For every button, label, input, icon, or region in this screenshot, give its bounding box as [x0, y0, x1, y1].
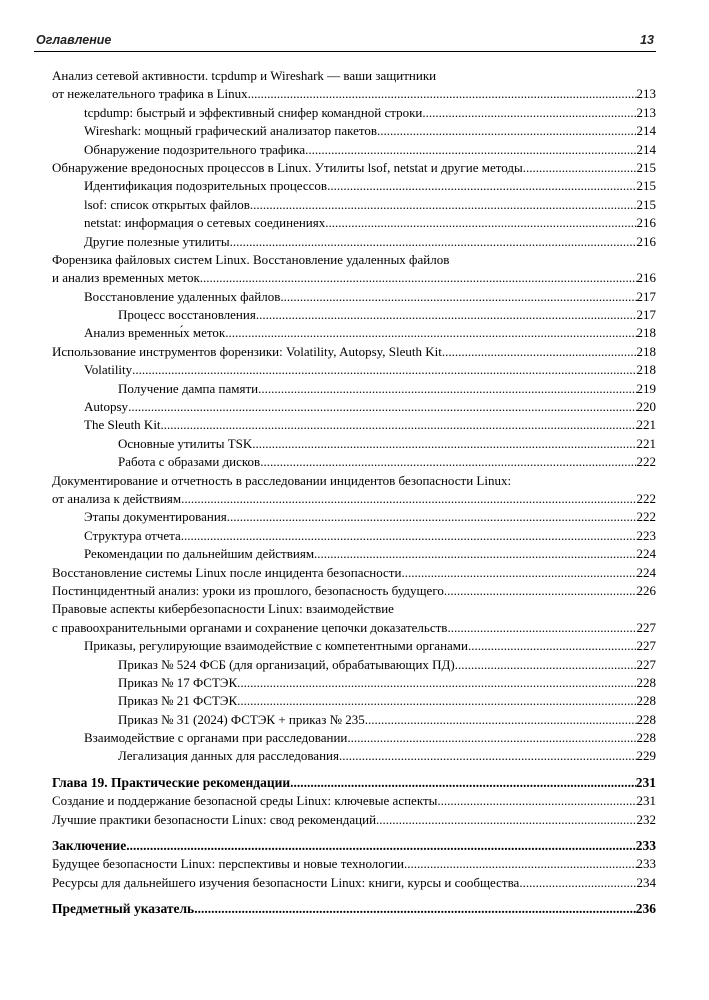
toc-entry-title: Создание и поддержание безопасной среды Linux: ключевые аспекты	[52, 793, 438, 809]
toc-entry-title: netstat: информация о сетевых соединениях	[84, 215, 326, 231]
toc-entry-title: Восстановление удаленных файлов	[84, 288, 281, 304]
toc-entry-title: Приказ № 21 ФСТЭК	[118, 693, 238, 709]
header-title: Оглавление	[36, 33, 112, 47]
toc-entry-title: Легализация данных для расследования	[118, 748, 339, 764]
toc-page-number: 216	[636, 215, 656, 231]
toc-entry[interactable]	[52, 141, 656, 159]
toc-entry[interactable]	[52, 545, 656, 563]
toc-page-number: 233	[636, 856, 656, 872]
toc-entry[interactable]	[52, 361, 656, 379]
toc-entry-title: Постинцидентный анализ: уроки из прошлого, безопасность будущего	[52, 582, 444, 598]
toc-entry[interactable]	[52, 324, 656, 342]
toc-entry-title: Идентификация подозрительных процессов	[84, 178, 328, 194]
toc-entry-title: Обнаружение вредоносных процессов в Linux. Утилиты lsof, netstat и другие методы	[52, 159, 523, 175]
toc-entry-title: с правоохранительными органами и сохранение цепочки доказательств	[52, 619, 448, 635]
toc-entry[interactable]	[52, 343, 656, 361]
toc-page-number: 219	[636, 380, 656, 396]
toc-entry-title: Анализ временны́х меток	[84, 325, 226, 341]
dot-leader	[365, 711, 637, 729]
dot-leader	[444, 582, 637, 600]
table-of-contents	[52, 67, 656, 919]
toc-entry[interactable]	[52, 711, 656, 729]
toc-entry-title: tcpdump: быстрый и эффективный снифер командной строки	[84, 104, 423, 120]
toc-page-number: 236	[635, 901, 656, 917]
dot-leader	[437, 792, 636, 810]
toc-page-number: 228	[636, 711, 656, 727]
dot-leader	[237, 674, 636, 692]
dot-leader	[327, 177, 636, 195]
toc-page-number: 222	[636, 490, 656, 506]
toc-entry[interactable]	[52, 159, 656, 177]
dot-leader	[468, 637, 637, 655]
toc-entry[interactable]	[52, 855, 656, 873]
section-gap	[52, 829, 656, 837]
toc-entry[interactable]	[52, 177, 656, 195]
toc-page-number: 228	[636, 693, 656, 709]
dot-leader	[194, 900, 636, 918]
toc-page-number: 221	[636, 435, 656, 451]
toc-entry-title: Документирование и отчетность в расследовании инцидентов безопасности Linux:	[52, 472, 512, 488]
toc-entry[interactable]	[52, 306, 656, 324]
toc-entry[interactable]	[52, 435, 656, 453]
dot-leader	[314, 545, 636, 563]
toc-page-number: 218	[636, 362, 656, 378]
toc-page-number: 213	[636, 86, 656, 102]
dot-leader	[404, 855, 636, 873]
dot-leader	[376, 811, 636, 829]
toc-entry-title: Предметный указатель	[52, 901, 195, 917]
toc-entry-title: Использование инструментов форензики: Volatility, Autopsy, Sleuth Kit	[52, 343, 442, 359]
toc-page-number: 231	[636, 793, 656, 809]
toc-entry[interactable]	[52, 674, 656, 692]
toc-page-number: 216	[636, 233, 656, 249]
toc-entry[interactable]	[52, 811, 656, 829]
dot-leader	[248, 85, 637, 103]
toc-page-number: 227	[636, 619, 656, 635]
toc-entry-title: The Sleuth Kit	[84, 417, 161, 433]
dot-leader	[161, 416, 637, 434]
dot-leader	[250, 196, 637, 214]
dot-leader	[280, 288, 636, 306]
toc-page-number: 234	[636, 874, 656, 890]
toc-page-number: 216	[636, 270, 656, 286]
toc-entry[interactable]	[52, 582, 656, 600]
toc-entry-title: lsof: список открытых файлов	[84, 196, 250, 212]
toc-entry[interactable]	[52, 619, 656, 637]
dot-leader	[258, 380, 636, 398]
toc-entry-title: Volatility	[84, 362, 133, 378]
dot-leader	[126, 837, 636, 855]
toc-page-number: 228	[636, 730, 656, 746]
toc-entry[interactable]	[52, 527, 656, 545]
toc-entry-title-line	[52, 67, 656, 85]
dot-leader	[401, 564, 636, 582]
dot-leader	[181, 490, 636, 508]
toc-entry-title: Wireshark: мощный графический анализатор пакетов	[84, 123, 378, 139]
toc-entry-title-line	[52, 251, 656, 269]
toc-entry[interactable]	[52, 656, 656, 674]
toc-entry[interactable]	[52, 85, 656, 103]
toc-entry[interactable]	[52, 122, 656, 140]
dot-leader	[347, 729, 636, 747]
toc-page-number: 226	[636, 582, 656, 598]
dot-leader	[200, 269, 637, 287]
dot-leader	[230, 233, 637, 251]
toc-page-number: 223	[636, 527, 656, 543]
toc-entry-title: Лучшие практики безопасности Linux: свод рекомендаций	[52, 811, 377, 827]
toc-entry-title: Другие полезные утилиты	[84, 233, 230, 249]
toc-page-number: 215	[636, 178, 656, 194]
toc-entry-title: Будущее безопасности Linux: перспективы и новые технологии	[52, 856, 405, 872]
toc-entry[interactable]	[52, 637, 656, 655]
toc-page-number: 220	[636, 399, 656, 415]
toc-page-number: 217	[636, 307, 656, 323]
toc-page-number: 217	[636, 288, 656, 304]
toc-entry[interactable]	[52, 233, 656, 251]
toc-entry-title: Ресурсы для дальнейшего изучения безопасности Linux: книги, курсы и сообщества	[52, 874, 520, 890]
toc-entry-title: Работа с образами дисков	[118, 454, 261, 470]
toc-entry[interactable]	[52, 196, 656, 214]
running-header	[34, 29, 656, 52]
toc-entry-title: и анализ временных меток	[52, 270, 200, 286]
dot-leader	[252, 435, 636, 453]
toc-entry-title: Приказ № 17 ФСТЭК	[118, 674, 238, 690]
toc-entry[interactable]	[52, 453, 656, 471]
toc-entry-title-line	[52, 600, 656, 618]
toc-entry[interactable]	[52, 747, 656, 765]
dot-leader	[260, 453, 636, 471]
dot-leader	[339, 747, 637, 765]
dot-leader	[128, 398, 636, 416]
toc-entry[interactable]	[52, 416, 656, 434]
toc-entry[interactable]	[52, 792, 656, 810]
dot-leader	[442, 343, 637, 361]
toc-entry[interactable]	[52, 490, 656, 508]
toc-page-number: 233	[635, 838, 656, 854]
toc-entry[interactable]	[52, 729, 656, 747]
dot-leader	[227, 508, 637, 526]
toc-entry-title: Форензика файловых систем Linux. Восстановление удаленных файлов	[52, 251, 450, 267]
toc-entry-title: Этапы документирования	[84, 509, 227, 525]
toc-page-number: 232	[636, 811, 656, 827]
dot-leader	[455, 656, 637, 674]
toc-entry-title: Получение дампа памяти	[118, 380, 259, 396]
section-gap	[52, 892, 656, 900]
dot-leader	[523, 159, 637, 177]
toc-entry-title: Приказы, регулирующие взаимодействие с компетентными органами	[84, 638, 468, 654]
toc-entry-title: Правовые аспекты кибербезопасности Linux: взаимодействие	[52, 601, 394, 617]
toc-entry-title: Приказ № 31 (2024) ФСТЭК + приказ № 235	[118, 711, 365, 727]
dot-leader	[447, 619, 636, 637]
toc-page-number: 214	[636, 141, 656, 157]
dot-leader	[325, 214, 636, 232]
dot-leader	[377, 122, 636, 140]
toc-entry[interactable]	[52, 269, 656, 287]
dot-leader	[237, 692, 636, 710]
toc-page-number: 222	[636, 454, 656, 470]
toc-entry[interactable]	[52, 398, 656, 416]
toc-page-number: 231	[635, 774, 656, 790]
toc-entry[interactable]	[52, 104, 656, 122]
toc-page-number: 215	[636, 159, 656, 175]
toc-entry[interactable]	[52, 564, 656, 582]
dot-leader	[305, 141, 636, 159]
toc-page-number: 227	[636, 656, 656, 672]
toc-entry-title: Рекомендации по дальнейшим действиям	[84, 546, 315, 562]
dot-leader	[256, 306, 637, 324]
toc-entry-title: Заключение	[52, 838, 127, 854]
toc-entry[interactable]	[52, 874, 656, 892]
dot-leader	[422, 104, 636, 122]
toc-entry[interactable]	[52, 288, 656, 306]
toc-entry[interactable]	[52, 692, 656, 710]
toc-entry-title: Структура отчета	[84, 527, 181, 543]
toc-entry-title: Взаимодействие с органами при расследовании	[84, 730, 348, 746]
toc-page-number: 218	[636, 325, 656, 341]
toc-page-number: 224	[636, 564, 656, 580]
toc-entry-title: Обнаружение подозрительного трафика	[84, 141, 306, 157]
dot-leader	[519, 874, 636, 892]
toc-entry[interactable]	[52, 214, 656, 232]
toc-entry[interactable]	[52, 508, 656, 526]
toc-entry-title: от анализа к действиям	[52, 490, 182, 506]
toc-entry-title: Восстановление системы Linux после инцидента безопасности	[52, 564, 402, 580]
toc-page-number: 218	[636, 343, 656, 359]
toc-chapter-entry[interactable]	[52, 837, 656, 855]
toc-entry-title: Основные утилиты TSK	[118, 435, 253, 451]
toc-page-number: 215	[636, 196, 656, 212]
dot-leader	[290, 774, 636, 792]
toc-page-number: 228	[636, 674, 656, 690]
toc-chapter-entry[interactable]	[52, 900, 656, 918]
toc-entry-title: от нежелательного трафика в Linux	[52, 86, 248, 102]
toc-page-number: 229	[636, 748, 656, 764]
toc-entry-title: Глава 19. Практические рекомендации	[52, 774, 291, 790]
toc-entry-title-line	[52, 472, 656, 490]
toc-page-number: 224	[636, 546, 656, 562]
toc-page-number: 214	[636, 123, 656, 139]
header-page-number: 13	[640, 33, 654, 47]
dot-leader	[225, 324, 636, 342]
dot-leader	[132, 361, 636, 379]
toc-page-number: 227	[636, 638, 656, 654]
toc-entry-title: Анализ сетевой активности. tcpdump и Wireshark — ваши защитники	[52, 68, 437, 83]
toc-chapter-entry[interactable]	[52, 774, 656, 792]
toc-entry-title: Приказ № 524 ФСБ (для организаций, обрабатывающих ПД)	[118, 656, 455, 672]
dot-leader	[181, 527, 637, 545]
toc-page-number: 222	[636, 509, 656, 525]
toc-entry-title: Процесс восстановления	[118, 307, 256, 323]
toc-entry-title: Autopsy	[84, 399, 129, 415]
toc-entry[interactable]	[52, 380, 656, 398]
toc-page-number: 221	[636, 417, 656, 433]
section-gap	[52, 766, 656, 774]
toc-page-number: 213	[636, 104, 656, 120]
